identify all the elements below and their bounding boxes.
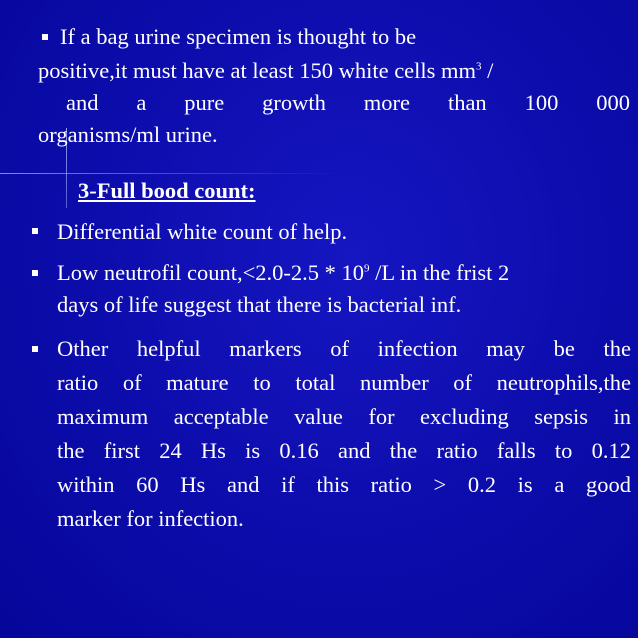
bullet-3-line-5: within 60 Hs and if this ratio > 0.2 is a good xyxy=(57,472,631,497)
bullet-square-icon xyxy=(32,346,38,352)
top-line-3: and a pure growth more than 100 000 xyxy=(66,90,630,115)
bullet-1: Differential white count of help. xyxy=(57,219,348,244)
bullet-2-line-1 xyxy=(57,258,509,288)
bullet-square-icon xyxy=(32,270,38,276)
top-line-2-end: / xyxy=(481,58,494,83)
bullet-square-icon xyxy=(42,34,48,40)
section-heading: 3-Full bood count: xyxy=(78,178,256,203)
bullet-2-line-1-text: Low neutrofil count,<2.0-2.5 * 10 xyxy=(57,260,365,285)
bullet-3-line-2: ratio of mature to total number of neutrophils,the xyxy=(57,370,631,395)
superscript-9: 9 xyxy=(364,262,370,275)
bullet-square-icon xyxy=(32,228,38,234)
bullet-3-line-4: the first 24 Hs is 0.16 and the ratio falls to 0.12 xyxy=(57,438,631,463)
bullet-3-line-1: Other helpful markers of infection may be the xyxy=(57,336,631,361)
bullet-2-line-1-end: /L in the frist 2 xyxy=(369,260,510,285)
bullet-3-line-6: marker for infection. xyxy=(57,506,244,531)
top-line-1: If a bag urine specimen is thought to be xyxy=(60,24,417,49)
top-line-4: organisms/ml urine. xyxy=(38,122,218,147)
decorative-horizontal-line xyxy=(0,173,340,174)
bullet-2-line-2: days of life suggest that there is bacterial inf. xyxy=(57,292,462,317)
top-line-2-text: positive,it must have at least 150 white cells mm xyxy=(38,58,477,83)
superscript-3: 3 xyxy=(476,60,482,73)
top-line-2 xyxy=(38,56,493,86)
bullet-3-line-3: maximum acceptable value for excluding sepsis in xyxy=(57,404,631,429)
